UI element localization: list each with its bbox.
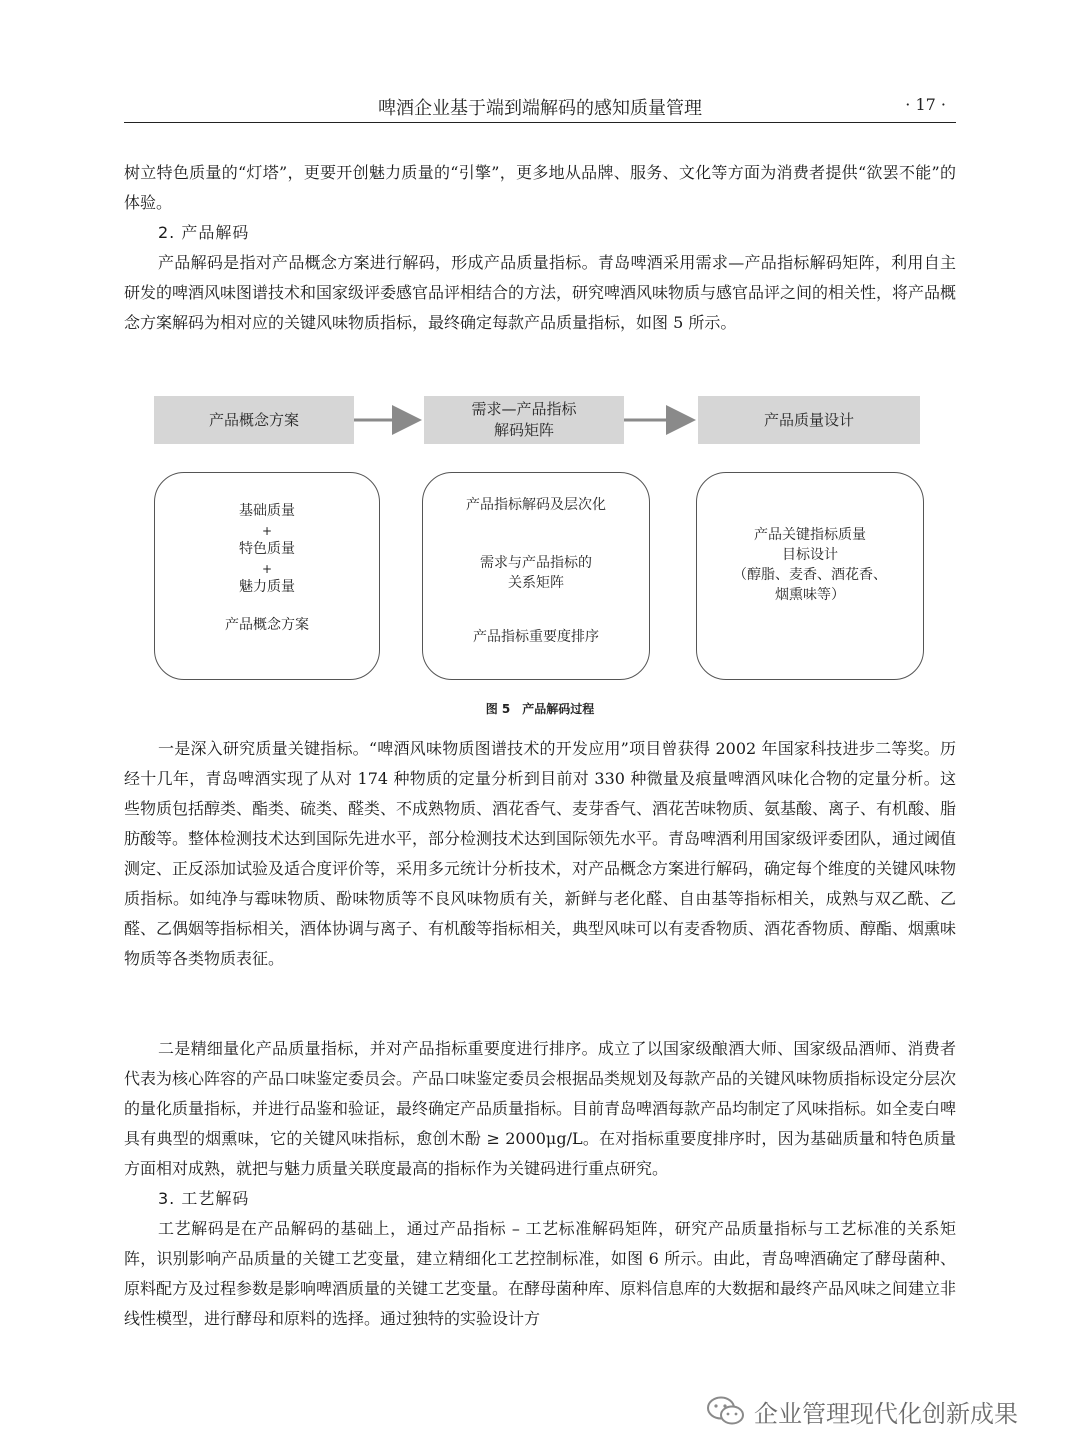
design-line1: 产品关键指标质量 xyxy=(754,527,866,543)
figure-5 xyxy=(124,384,956,724)
matrix-step-2-line1: 需求与产品指标的 xyxy=(480,555,592,571)
plus-sign: + xyxy=(261,562,273,576)
header-design-label: 产品质量设计 xyxy=(763,410,854,429)
wechat-icon xyxy=(706,1395,746,1427)
section-heading-process-decoding: 3. 工艺解码 xyxy=(158,1189,250,1208)
paragraph-key-indicators: 一是深入研究质量关键指标。“啤酒风味物质图谱技术的开发应用”项目曾获得 2002 年国家科技进步二等奖。历经十几年，青岛啤酒实现了从对 174 种物质的定量分析到目前对 330 种微量及痕量啤酒风味化合物的定量分析。这些物质包括醇类、酯类、硫类、醛类、不成熟物质、酒花香气、麦芽香气、酒花苦味物质、氨基酸、离子、有机酸、脂肪酸等。整体检测技术达到国际先进水平，部分检测技术达到国际领先水平。青岛啤酒利用国家级评委团队，通过阈值测定、正反添加试验及适合度评价等，采用多元统计分析技术，对产品概念方案进行解码，确定每个维度的关键风味物质指标。如纯净与霉味物质、酚味物质等不良风味物质有关，新鲜与老化醛、自由基等指标相关，成熟与双乙酰、乙醛、乙偶姻等指标相关，酒体协调与离子、有机酸等指标相关，典型风味可以有麦香物质、酒花香物质、醇酯、烟熏味物质等各类物质表征。 xyxy=(124,739,957,968)
paragraph-quantify-indicators: 二是精细量化产品质量指标，并对产品指标重要度进行排序。成立了以国家级酿酒大师、国家级品酒师、消费者代表为核心阵容的产品口味鉴定委员会。产品口味鉴定委员会根据品类规划及每款产品的关键风味物质指标设定分层次的量化质量指标，并进行品鉴和验证，最终确定产品质量指标。目前青岛啤酒每款产品均制定了风味指标。如全麦白啤具有典型的烟熏味，它的关键风味指标，愈创木酚 ≥ 2000μg/L。在对指标重要度排序时，因为基础质量和特色质量方面相对成熟，就把与魅力质量关联度最高的指标作为关键码进行重点研究。 xyxy=(124,1039,957,1178)
concept-basic: 基础质量 xyxy=(239,503,295,519)
running-title: 啤酒企业基于端到端解码的感知质量管理 xyxy=(378,98,702,119)
paragraph-product-decoding: 产品解码是指对产品概念方案进行解码，形成产品质量指标。青岛啤酒采用需求—产品指标解码矩阵，利用自主研发的啤酒风味图谱技术和国家级评委感官品评相结合的方法，研究啤酒风味物质与感官品评之间的相关性，将产品概念方案解码为相对应的关键风味物质指标，最终确定每款产品质量指标，如图 5 所示。 xyxy=(124,253,957,332)
paragraph-continued: 树立特色质量的“灯塔”，更要开创魅力质量的“引擎”，更多地从品牌、服务、文化等方面为消费者提供“欲罢不能”的体验。 xyxy=(124,163,956,212)
header-concept-label: 产品概念方案 xyxy=(208,410,299,429)
design-line3: （醇脂、麦香、酒花香、 xyxy=(733,567,887,583)
box-concept xyxy=(154,472,380,680)
header-box-matrix xyxy=(424,396,624,444)
matrix-step-1: 产品指标解码及层次化 xyxy=(466,497,606,513)
matrix-step-3: 产品指标重要度排序 xyxy=(473,629,599,645)
header-box-design xyxy=(698,396,920,444)
box-design xyxy=(696,472,924,680)
header-matrix-line1: 需求—产品指标 xyxy=(471,400,577,418)
watermark xyxy=(706,1391,1018,1431)
paragraph-process-decoding: 工艺解码是在产品解码的基础上，通过产品指标 – 工艺标准解码矩阵，研究产品质量指标与工艺标准的关系矩阵，识别影响产品质量的关键工艺变量，建立精细化工艺控制标准，如图 6 所示。由此，青岛啤酒确定了酵母菌种、原料配方及过程参数是影响啤酒质量的关键工艺变量。在酵母菌种库、原料信息库的大数据和最终产品风味之间建立非线性模型，进行酵母和原料的选择。通过独特的实验设计方 xyxy=(124,1219,957,1328)
running-header xyxy=(124,92,956,123)
plus-sign: + xyxy=(261,524,273,538)
figure-caption: 图 5 产品解码过程 xyxy=(485,702,595,716)
matrix-step-2-line2: 关系矩阵 xyxy=(508,575,564,591)
box-matrix xyxy=(422,472,650,680)
page-number: · 17 · xyxy=(905,95,946,114)
header-box-concept xyxy=(154,396,354,444)
concept-charm: 魅力质量 xyxy=(239,579,295,595)
design-line2: 目标设计 xyxy=(782,547,838,563)
design-line4: 烟熏味等） xyxy=(775,587,845,603)
concept-feature: 特色质量 xyxy=(239,541,295,557)
section-heading-product-decoding: 2. 产品解码 xyxy=(158,223,250,242)
header-matrix-line2: 解码矩阵 xyxy=(493,421,554,439)
watermark-text: 企业管理现代化创新成果 xyxy=(754,1399,1018,1428)
concept-scheme: 产品概念方案 xyxy=(225,617,309,633)
